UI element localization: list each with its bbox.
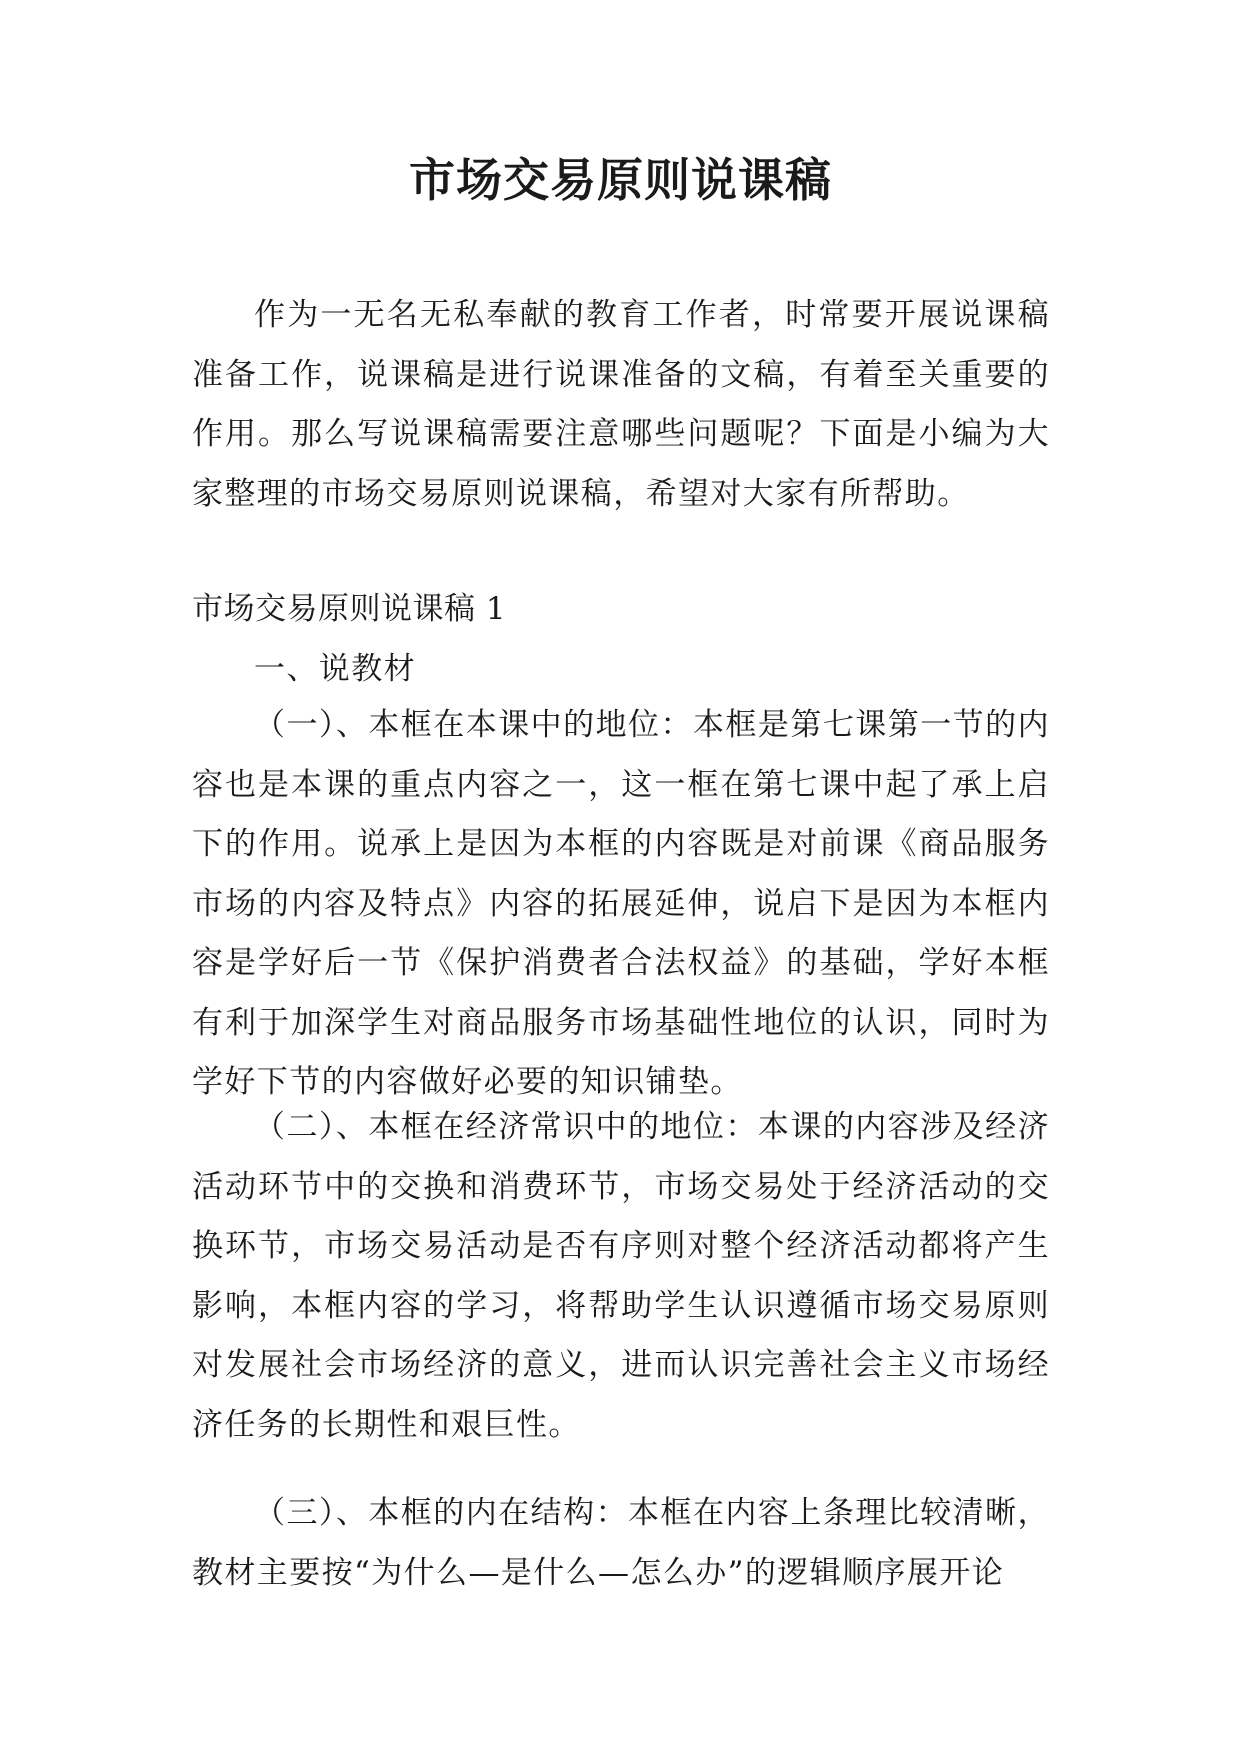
body-paragraph: （三）、本框的内在结构：本框在内容上条理比较清晰，教材主要按“为什么—是什么—怎么办”的逻辑顺序展开论 (192, 1495, 1050, 1591)
body-paragraph: （二）、本框在经济常识中的地位：本课的内容涉及经济活动环节中的交换和消费环节，市场交易处于经济活动的交换环节，市场交易活动是否有序则对整个经济活动都将产生影响，本框内容的学习，将帮助学生认识遵循市场交易原则对发展社会市场经济的意义，进而认识完善社会主义市场经济任务的长期性和艰巨性。 (192, 1109, 1050, 1443)
section-heading: 一、说教材 (254, 651, 416, 687)
intro-paragraph: 作为一无名无私奉献的教育工作者，时常要开展说课稿准备工作，说课稿是进行说课准备的文稿，有着至关重要的作用。那么写说课稿需要注意哪些问题呢？下面是小编为大家整理的市场交易原则说课稿，希望对大家有所帮助。 (192, 297, 1050, 512)
body-paragraph: （一）、本框在本课中的地位：本框是第七课第一节的内容也是本课的重点内容之一，这一框在第七课中起了承上启下的作用。说承上是因为本框的内容既是对前课《商品服务市场的内容及特点》内容的拓展延伸，说启下是因为本框内容是学好后一节《保护消费者合法权益》的基础，学好本框有利于加深学生对商品服务市场基础性地位的认识，同时为学好下节的内容做好必要的知识铺垫。 (192, 707, 1050, 1100)
section-title: 市场交易原则说课稿 1 (192, 591, 507, 627)
document-title: 市场交易原则说课稿 (409, 153, 832, 207)
